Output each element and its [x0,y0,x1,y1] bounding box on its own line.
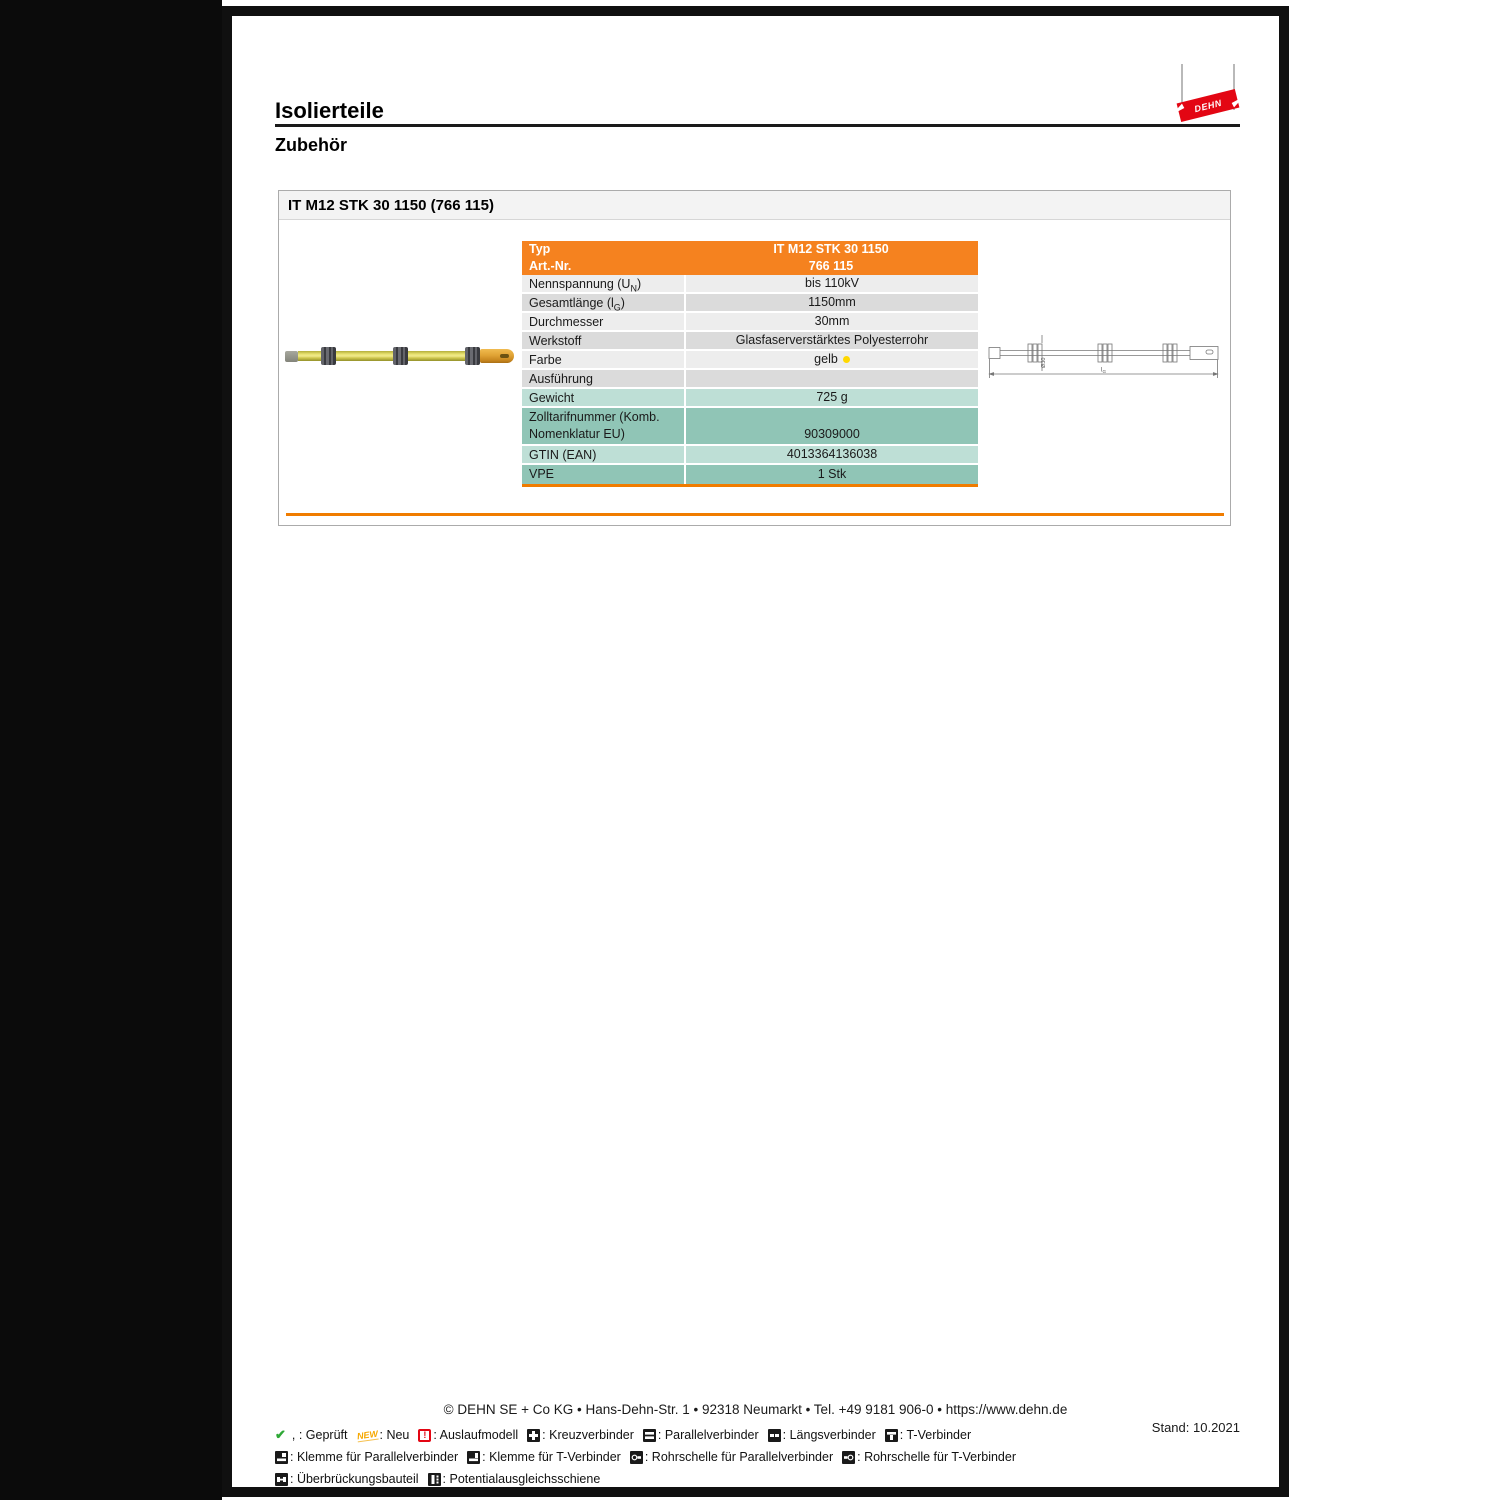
check-icon: ✔ [275,1427,286,1442]
drawing-end-cap [989,348,1000,359]
handle-slot [500,354,509,358]
header-typ: Typ [529,242,551,256]
product-box [278,190,1231,526]
legend-label: : Neu [379,1428,410,1442]
parallelverbinder-icon [643,1429,656,1442]
spec-label: Ausführung [529,372,593,386]
stick-coupling [393,347,408,365]
technical-drawing [985,330,1227,386]
legend-item-ueberbrueckungsbauteil [275,1472,419,1486]
logo-wedge-left [1170,104,1185,115]
legend-label: : T-Verbinder [899,1428,972,1442]
potentialausgleichsschiene-icon [428,1473,441,1486]
legend-item-geprueft [275,1427,348,1443]
legend-item-laengsverbinder [768,1428,876,1442]
legend-label: : Potentialausgleichsschiene [442,1472,601,1486]
copyright-line: © DEHN SE + Co KG • Hans-Dehn-Str. 1 • 92318 Neumarkt • Tel. +49 9181 906-0 • https://www.dehn.de [443,1402,1068,1417]
stick-end-cap [285,351,298,362]
spec-label: Farbe [529,353,562,367]
product-title: IT M12 STK 30 1150 (766 115) [279,191,1230,220]
spec-label: Werkstoff [529,334,582,348]
rohrschelle-t-verbinder-icon [842,1451,855,1464]
legend-label: : Längsverbinder [782,1428,876,1442]
legend-label: : Rohrschelle für T-Verbinder [857,1450,1016,1464]
laengsverbinder-icon [768,1429,781,1442]
page-frame [222,6,1289,1497]
spec-value: Glasfaserverstärktes Polyesterrohr [684,332,978,349]
legend-line-3 [275,1470,609,1488]
rohrschelle-parallelverbinder-icon [630,1451,643,1464]
drawing-handle [1190,347,1218,360]
dehn-logo-text: DEHN [1193,97,1223,114]
spec-value: 4013364136038 [684,446,978,463]
spec-value: 30mm [684,313,978,330]
product-photo [284,341,516,371]
legend-label: : Parallelverbinder [657,1428,759,1442]
title-underline [275,124,1240,127]
drawing-diameter-label: Ø30 [1041,357,1047,368]
drawing-coupling [1163,344,1177,362]
spec-label: Gewicht [529,391,575,405]
legend-line-1 [275,1426,980,1444]
box-orange-rule [286,513,1224,516]
spec-row-zolltarifnummer [522,408,978,446]
spec-row-farbe [522,351,978,370]
spec-row-vpe [522,465,978,484]
dehn-logo-flag [1177,89,1240,122]
spec-value: bis 110kV [684,275,978,292]
spec-value: 725 g [684,389,978,406]
legend-item-auslaufmodell [418,1428,518,1442]
spec-value: 1150mm [684,294,978,311]
legend-item-t-verbinder [885,1428,971,1442]
logo-wedge-right [1232,96,1247,107]
header-label-column [522,241,684,275]
spec-label: VPE [529,467,555,481]
header-artnr-value: 766 115 [808,259,854,273]
spec-label: Durchmesser [529,315,604,329]
spec-row-gesamtlaenge [522,294,978,313]
spec-label: Zolltarifnummer (Komb. Nomenklatur EU) [529,410,660,441]
datasheet-page [232,16,1279,1487]
legend-item-neu [357,1428,410,1442]
color-dot-yellow [843,356,850,363]
stick-coupling [465,347,480,365]
legend-item-parallelverbinder [643,1428,759,1442]
spec-row-ausfuehrung [522,370,978,389]
legend-label: : Auslaufmodell [433,1428,519,1442]
legend-label: : Rohrschelle für Parallelverbinder [644,1450,834,1464]
t-verbinder-icon [885,1429,898,1442]
legend-item-kreuzverbinder [527,1428,634,1442]
legend-label: : Überbrückungsbauteil [290,1472,419,1486]
header-type-value: IT M12 STK 30 1150 [773,242,889,256]
drawing-coupling [1098,344,1112,362]
spec-label: Nennspannung $(U_N)$ [529,277,642,294]
legend-label: , : Geprüft [291,1428,348,1442]
spec-label: GTIN (EAN) [529,448,597,462]
stick-coupling [321,347,336,365]
spec-value: gelb [684,351,978,368]
left-black-mat [0,0,222,1500]
spec-value: 1 Stk [684,465,978,484]
warning-icon: ! [418,1429,431,1442]
klemme-parallelverbinder-icon [275,1451,288,1464]
dehn-logo [1181,64,1235,134]
legend-item-rohrschelle-t-verbinder [842,1450,1016,1464]
legend-item-klemme-parallelverbinder [275,1450,458,1464]
header-value-column [684,241,978,275]
stand-date: Stand: 10.2021 [1151,1420,1240,1435]
spec-row-gtin [522,446,978,465]
section-title: Isolierteile [275,98,384,123]
legend-label: : Klemme für T-Verbinder [482,1450,621,1464]
spec-value: 90309000 [684,408,978,444]
spec-table-header [522,241,978,275]
spec-value [684,370,978,387]
spec-row-durchmesser [522,313,978,332]
ueberbrueckungsbauteil-icon [275,1473,288,1486]
legend-line-2 [275,1448,1025,1466]
drawing-coupling [1028,344,1042,362]
drawing-handle-slot [1206,350,1213,354]
spec-row-gewicht [522,389,978,408]
kreuzverbinder-icon [527,1429,540,1442]
stick-handle [480,349,514,363]
legend-label: : Klemme für Parallelverbinder [290,1450,459,1464]
spec-table [522,241,978,487]
spec-label: Gesamtlänge $(l_G)$ [529,296,625,313]
spec-row-werkstoff [522,332,978,351]
legend-item-rohrschelle-parallelverbinder [630,1450,833,1464]
klemme-t-verbinder-icon [467,1451,480,1464]
spec-row-nennspannung [522,275,978,294]
new-icon: NEW [355,1428,379,1441]
legend-item-klemme-t-verbinder [467,1450,621,1464]
header-artnr: Art.-Nr. [529,259,572,273]
legend-label: : Kreuzverbinder [542,1428,634,1442]
legend-item-potentialausgleichsschiene [428,1472,601,1486]
subsection-title: Zubehör [275,135,347,155]
drawing-length-label: $l_G$ [1101,366,1106,374]
